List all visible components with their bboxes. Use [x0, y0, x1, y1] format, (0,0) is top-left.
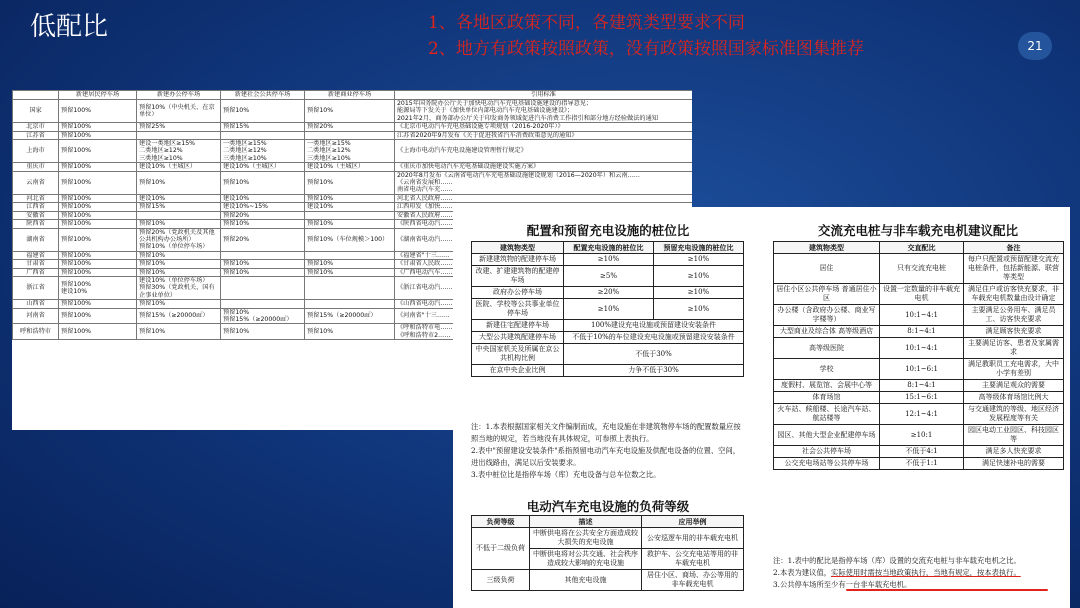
table-cell: 一类地区≥15% 二类地区≥12% 三类地区≥10% — [221, 140, 305, 163]
table-cell: 建设10%（单位停车场） 预留30%（党政机关、国有企事业单位） — [137, 276, 221, 299]
table-header-cell: 配置充电设施的桩位比 — [564, 242, 654, 254]
table-cell: 《甘肃省人民政…… — [395, 260, 693, 268]
table-cell: 满足多人快充要求 — [964, 446, 1064, 458]
table-cell: 甘肃省 — [13, 260, 59, 268]
table-row — [774, 380, 1064, 392]
table-cell: 不低于4:1 — [880, 446, 964, 458]
table-header-cell: 新建办公停车场 — [137, 91, 221, 100]
table-cell: 办公楼（含政府办公楼、商业写字楼等） — [774, 305, 880, 326]
table-cell: 一类地区≥15% 二类地区≥12% 三类地区≥10% — [305, 140, 395, 163]
table-cell: 建设10%（主城区） — [221, 163, 305, 171]
ac-note-1: 注：1.表中的配比是指停车场（库）设置的交流充电桩与非车载充电机之比。 — [773, 556, 1021, 565]
table-cell: 不低于1:1 — [880, 458, 964, 470]
table-cell: 《重庆市加快电动汽车充电基础设施建设实施方案》 — [395, 163, 693, 171]
table-cell: 医院、学校等公共事业单位停车场 — [472, 299, 564, 320]
table-cell: 江苏省2020年9月发布《关于促进我省汽车消费政策意见的通知》 — [395, 131, 693, 139]
table-cell: 预留20% — [221, 211, 305, 219]
table-row — [774, 284, 1064, 305]
table-cell — [305, 211, 395, 219]
table-cell: 只有交流充电桩 — [880, 254, 964, 284]
table-cell: 广西省 — [13, 268, 59, 276]
table-cell: 15:1~6:1 — [880, 392, 964, 404]
table-cell: 预留10% — [305, 194, 395, 202]
table-cell: 预留100% — [59, 251, 137, 259]
table-cell: 政府办公停车场 — [472, 287, 564, 299]
table-cell: 安徽省 — [13, 211, 59, 219]
table-cell: ≥10% — [654, 266, 744, 287]
table-cell — [221, 251, 305, 259]
table-cell: ≥10% — [564, 299, 654, 320]
table-cell: 预留100% — [59, 268, 137, 276]
ac-note-2-highlight: 实际使用时需按当地政策执行，当地有规定，按本表执行。 — [831, 568, 1021, 577]
table-header-cell: 新建居民停车场 — [59, 91, 137, 100]
table-cell: 《河南省"十三…… — [395, 308, 693, 324]
table-cell: 预留100% — [59, 300, 137, 308]
table-cell: 预留15% — [221, 123, 305, 131]
table-cell: 预留10%（中央机关、在京单位） — [137, 100, 221, 123]
ratio-table — [471, 241, 744, 377]
table-cell: 预留10% — [305, 220, 395, 228]
table-cell: 预留10% — [137, 268, 221, 276]
table-row — [774, 359, 1064, 380]
table-cell: 预留15%（≥20000㎡） — [137, 308, 221, 324]
table-row — [472, 320, 744, 332]
table-cell: 安徽省人民政府…… — [395, 211, 693, 219]
table-cell: 与交通建筑的等级、地区经济发展程度等有关 — [964, 404, 1064, 425]
ratio-table-notes — [471, 421, 747, 481]
table-cell: 不低于30% — [564, 344, 744, 365]
table-cell: 预留20%（党政机关及其他公共机构办公场所） 预留10%（单位停车场） — [137, 228, 221, 251]
table-row — [472, 332, 744, 344]
ratio-table-title: 配置和预留充电设施的桩位比 — [526, 223, 690, 238]
table-cell: 建设一类地区≥15% 二类地区≥12% 三类地区≥10% — [137, 140, 221, 163]
ac-table-title: 交流充电桩与非车载充电机建议配比 — [817, 223, 1018, 238]
table-cell — [137, 211, 221, 219]
table-header-cell — [13, 91, 59, 100]
table-cell: 《陕西省电动汽…… — [395, 220, 693, 228]
table-cell: 建设10%（主城区） — [137, 163, 221, 171]
table-cell: 满足住户或访客快充要求，非车载充电机数量由设计确定 — [964, 284, 1064, 305]
ac-note-2 — [773, 567, 1065, 579]
table-cell: 预留100% — [59, 194, 137, 202]
table-cell: 北京市 — [13, 123, 59, 131]
table-row — [472, 254, 744, 266]
table-row — [13, 163, 693, 171]
table-cell: 预留20% — [305, 123, 395, 131]
table-header-cell: 建筑物类型 — [774, 242, 880, 254]
table-cell: 预留10% 预留15%（≥20000㎡） — [221, 308, 305, 324]
table-cell: 预留10% — [221, 324, 305, 340]
table-row — [774, 338, 1064, 359]
ac-note-3: 3.公共停车场所至少有一台非车载充电机。 — [773, 580, 912, 589]
table-cell: 预留10% — [137, 260, 221, 268]
table-cell: 高等级体育场馆比例大 — [964, 392, 1064, 404]
table-cell: 山西省 — [13, 300, 59, 308]
table-cell: 中断供电将在公共安全方面造成较大损失的充电设施 — [530, 528, 642, 549]
ac-table-notes — [773, 555, 1065, 591]
table-cell: 预留100% — [59, 131, 137, 139]
table-cell: 火车站、候船楼、长途汽车站、航站楼等 — [774, 404, 880, 425]
table-cell: 其他充电设施 — [530, 570, 642, 591]
table-cell: 设置一定数量的非车载充电机 — [880, 284, 964, 305]
table-cell: 预留10% — [221, 260, 305, 268]
table-cell: 预留100% — [59, 220, 137, 228]
table-cell: 预留100% — [59, 163, 137, 171]
table-header-cell: 预留充电设施的桩位比 — [654, 242, 744, 254]
table-cell: 湖南省 — [13, 228, 59, 251]
table-cell: 建设10% — [305, 203, 395, 211]
table-cell: 体育场馆 — [774, 392, 880, 404]
table-cell: 预留100% — [59, 228, 137, 251]
table-cell: 8:1~4:1 — [880, 380, 964, 392]
table-cell: 《呼和浩特市电…… 《呼和浩特市2…… — [395, 324, 693, 340]
table-row — [13, 171, 693, 194]
table-cell: 居住小区、商场、办公等用的非车载充电机 — [642, 570, 744, 591]
table-cell: 满足教职员工充电需求，大中小学有差别 — [964, 359, 1064, 380]
table-row — [774, 446, 1064, 458]
table-cell: 12:1~4:1 — [880, 404, 964, 425]
table-header-cell: 描述 — [530, 516, 642, 528]
table-cell: 《广西电动汽车…… — [395, 268, 693, 276]
table-row — [774, 326, 1064, 338]
table-row — [13, 140, 693, 163]
table-row — [472, 299, 744, 320]
table-cell: ≥10% — [654, 254, 744, 266]
table-cell: 公安巡逻车用的非车载充电机 — [642, 528, 744, 549]
table-cell: 大型商业及综合体 高等级酒店 — [774, 326, 880, 338]
table-cell: 建设10% — [221, 194, 305, 202]
table-cell: 新建住宅配建停车场 — [472, 320, 564, 332]
table-cell: 100%建设充电设施或预留建设安装条件 — [564, 320, 744, 332]
table-cell: 重庆市 — [13, 163, 59, 171]
table-cell: 《浙江省电动汽…… — [395, 276, 693, 299]
table-cell: 河北省 — [13, 194, 59, 202]
slide-title: 低配比 — [30, 12, 109, 42]
table-cell: 《上海市电动汽车充电设施建设管理暂行规定》 — [395, 140, 693, 163]
table-cell: 大型公共建筑配建停车场 — [472, 332, 564, 344]
table-cell: 预留10% — [137, 251, 221, 259]
table-row — [774, 305, 1064, 326]
table-cell: 10:1~6:1 — [880, 359, 964, 380]
policy-table-header — [13, 91, 693, 100]
table-cell: 预留10% — [137, 300, 221, 308]
table-cell: 河北省人民政府…… — [395, 194, 693, 202]
table-cell: 居住小区公共停车场 普通居住小区 — [774, 284, 880, 305]
table-cell: 呼和浩特市 — [13, 324, 59, 340]
table-row — [774, 392, 1064, 404]
table-row — [13, 194, 693, 202]
table-cell: 满足顾客快充要求 — [964, 326, 1064, 338]
table-cell: 《北京市电动汽车充电基础设施专项规划（2016-2020年）》 — [395, 123, 693, 131]
table-cell: 预留10% — [305, 260, 395, 268]
table-cell: 10:1~4:1 — [880, 305, 964, 326]
table-row — [472, 528, 744, 549]
table-cell — [137, 131, 221, 139]
table-cell: 预留10% — [221, 268, 305, 276]
table-cell: 不低于10%的车位建设充电设施或预留建设安装条件 — [564, 332, 744, 344]
table-cell: 预留100% — [59, 123, 137, 131]
note-line-1: 1、各地区政策不同，各建筑类型要求不同 — [428, 13, 745, 33]
table-cell — [305, 131, 395, 139]
table-cell: ≥20% — [564, 287, 654, 299]
ratio-note: 2.表中"预留建设安装条件"系指预留电动汽车充电设施及供配电设备的位置、空间，进出线路由，满足以后安装要求。 — [471, 446, 741, 467]
table-cell: 三级负荷 — [472, 570, 530, 591]
table-cell: 预留100% — [59, 260, 137, 268]
ratio-note: 3.表中桩位比是指停车场（库）充电设备与总车位数之比。 — [471, 470, 661, 479]
table-cell: 在京中央企业比例 — [472, 365, 564, 377]
table-cell: 陕西省 — [13, 220, 59, 228]
table-row — [774, 458, 1064, 470]
table-cell: 预留100% 建设10% — [59, 276, 137, 299]
table-cell: 预留10% — [221, 100, 305, 123]
table-cell: 预留100% — [59, 171, 137, 194]
table-header-cell: 新建商业停车场 — [305, 91, 395, 100]
table-cell: 预留100% — [59, 324, 137, 340]
table-cell: 新建建筑物的配建停车场 — [472, 254, 564, 266]
table-cell: 中断供电将对公共交通、社会秩序造成较大影响的充电设施 — [530, 549, 642, 570]
table-row — [472, 344, 744, 365]
table-cell: 园区、其他大型企业配建停车场 — [774, 425, 880, 446]
table-row — [472, 287, 744, 299]
table-cell: 江西印发《加快…… — [395, 203, 693, 211]
table-row — [472, 570, 744, 591]
table-cell: 公交充电场站等公共停车场 — [774, 458, 880, 470]
table-cell: 救护车、公交充电站等用的非车载充电机 — [642, 549, 744, 570]
table-row — [774, 425, 1064, 446]
table-header-cell: 交直配比 — [880, 242, 964, 254]
table-cell: 预留10% — [137, 324, 221, 340]
table-cell: 预留10% — [137, 220, 221, 228]
table-cell: 预留10% — [305, 171, 395, 194]
table-cell: 学校 — [774, 359, 880, 380]
table-cell: 预留10% — [305, 324, 395, 340]
slide-notes — [428, 10, 864, 62]
table-cell: 每户只配置或预留配建交流充电桩条件，包括新能源、联营等类型 — [964, 254, 1064, 284]
table-cell: 居住 — [774, 254, 880, 284]
table-cell: 云南省 — [13, 171, 59, 194]
table-cell — [221, 276, 305, 299]
table-cell: ≥10:1 — [880, 425, 964, 446]
table-cell: ≥10% — [654, 287, 744, 299]
table-cell: 中央国家机关及所属在京公共机构比例 — [472, 344, 564, 365]
table-cell: 8:1~4:1 — [880, 326, 964, 338]
table-cell: 力争不低于30% — [564, 365, 744, 377]
table-cell: 福建省 — [13, 251, 59, 259]
table-cell: 满足快速补电的需要 — [964, 458, 1064, 470]
ratio-note: 注：1.本表根据国家相关文件编制而成，充电设施在非建筑物停车场的配置数量应按照当地的规定，若当地没有具体规定，可参照上表执行。 — [471, 422, 741, 443]
table-cell: 高等级医院 — [774, 338, 880, 359]
table-cell: ≥10% — [654, 299, 744, 320]
table-header-cell: 引用标准 — [395, 91, 693, 100]
table-cell: ≥10% — [564, 254, 654, 266]
table-cell: 改建、扩建建筑物的配建停车场 — [472, 266, 564, 287]
table-cell: 《湖南省电动汽…… — [395, 228, 693, 251]
table-cell: 预留10% — [305, 268, 395, 276]
table-cell: 预留100% — [59, 140, 137, 163]
ac-table — [773, 241, 1064, 470]
table-cell: 《福建省"十三…… — [395, 251, 693, 259]
table-cell: 国家 — [13, 100, 59, 123]
table-row — [774, 404, 1064, 425]
table-row — [472, 266, 744, 287]
table-cell — [221, 131, 305, 139]
note-line-2: 2、地方有政策按照政策，没有政策按照国家标准图集推荐 — [428, 39, 864, 59]
table-cell: 建设10% — [137, 194, 221, 202]
table-cell — [305, 276, 395, 299]
table-row — [13, 123, 693, 131]
table-cell — [305, 300, 395, 308]
table-cell: 度假村、展览馆、会展中心等 — [774, 380, 880, 392]
table-cell — [221, 300, 305, 308]
table-cell: 预留15%（≥20000㎡） — [305, 308, 395, 324]
table-cell: 浙江省 — [13, 276, 59, 299]
table-cell — [305, 251, 395, 259]
table-header-cell: 备注 — [964, 242, 1064, 254]
ac-note-2-text: 2.本表为建议值， — [773, 568, 832, 577]
table-cell: 预留100% — [59, 100, 137, 123]
table-cell: 主要满足观众的需要 — [964, 380, 1064, 392]
load-table-title: 电动汽车充电设施的负荷等级 — [526, 499, 690, 514]
table-cell: 预留10%（车位规模＞100） — [305, 228, 395, 251]
table-cell: 河南省 — [13, 308, 59, 324]
table-header-cell: 负荷等级 — [472, 516, 530, 528]
load-table — [471, 515, 744, 591]
table-row — [13, 131, 693, 139]
table-cell: 主要满足访客、患者及家属需求 — [964, 338, 1064, 359]
table-cell: 预留10% — [221, 220, 305, 228]
page-number-badge: 21 — [1018, 32, 1052, 60]
table-row — [774, 254, 1064, 284]
table-header-cell: 新建社会公共停车场 — [221, 91, 305, 100]
table-cell: 2015年国务院办公厅关于加快电动汽车充电基础设施建设的指导意见； 能源局等下发关于《加快单位内部电动汽车充电基础设施建设》； 2021年2月，商务部办公厅关于印发商务领域促进汽车消费工作指引和部分地方经验做法的通知 — [395, 100, 693, 123]
table-row — [13, 100, 693, 123]
table-cell: 园区电动工业园区、科技园区等 — [964, 425, 1064, 446]
table-cell: 建设10%~15% — [221, 203, 305, 211]
table-cell: 2020年8月发布《云南省电动汽车充电基础设施建设规划（2016—2020年）和云南…… 《云南省发展和…… 南省电动汽车充…… — [395, 171, 693, 194]
table-cell: 社会公共停车场 — [774, 446, 880, 458]
table-cell: 上海市 — [13, 140, 59, 163]
table-cell: 主要满足公务用车、满足员工、访客快充要求 — [964, 305, 1064, 326]
table-cell: 《山西省电动汽…… — [395, 300, 693, 308]
table-cell: 江西省 — [13, 203, 59, 211]
table-cell: 江苏省 — [13, 131, 59, 139]
table-cell: 预留10% — [305, 100, 395, 123]
table-cell: 不低于二级负荷 — [472, 528, 530, 570]
table-cell: 预留100% — [59, 211, 137, 219]
red-underline-mark — [846, 589, 1048, 591]
table-cell: 预留100% — [59, 203, 137, 211]
standard-excerpt-image — [453, 207, 1070, 608]
table-header-cell: 建筑物类型 — [472, 242, 564, 254]
table-cell: 预留25% — [137, 123, 221, 131]
table-cell: 预留15% — [137, 203, 221, 211]
table-header-cell: 应用举例 — [642, 516, 744, 528]
table-cell: 10:1~4:1 — [880, 338, 964, 359]
table-cell: 预留10% — [221, 171, 305, 194]
table-cell: 预留20% — [221, 228, 305, 251]
table-row — [472, 365, 744, 377]
table-cell: 预留10% — [137, 171, 221, 194]
table-cell: ≥5% — [564, 266, 654, 287]
table-cell: 建设10%（主城区） — [305, 163, 395, 171]
table-cell: 预留100% — [59, 308, 137, 324]
